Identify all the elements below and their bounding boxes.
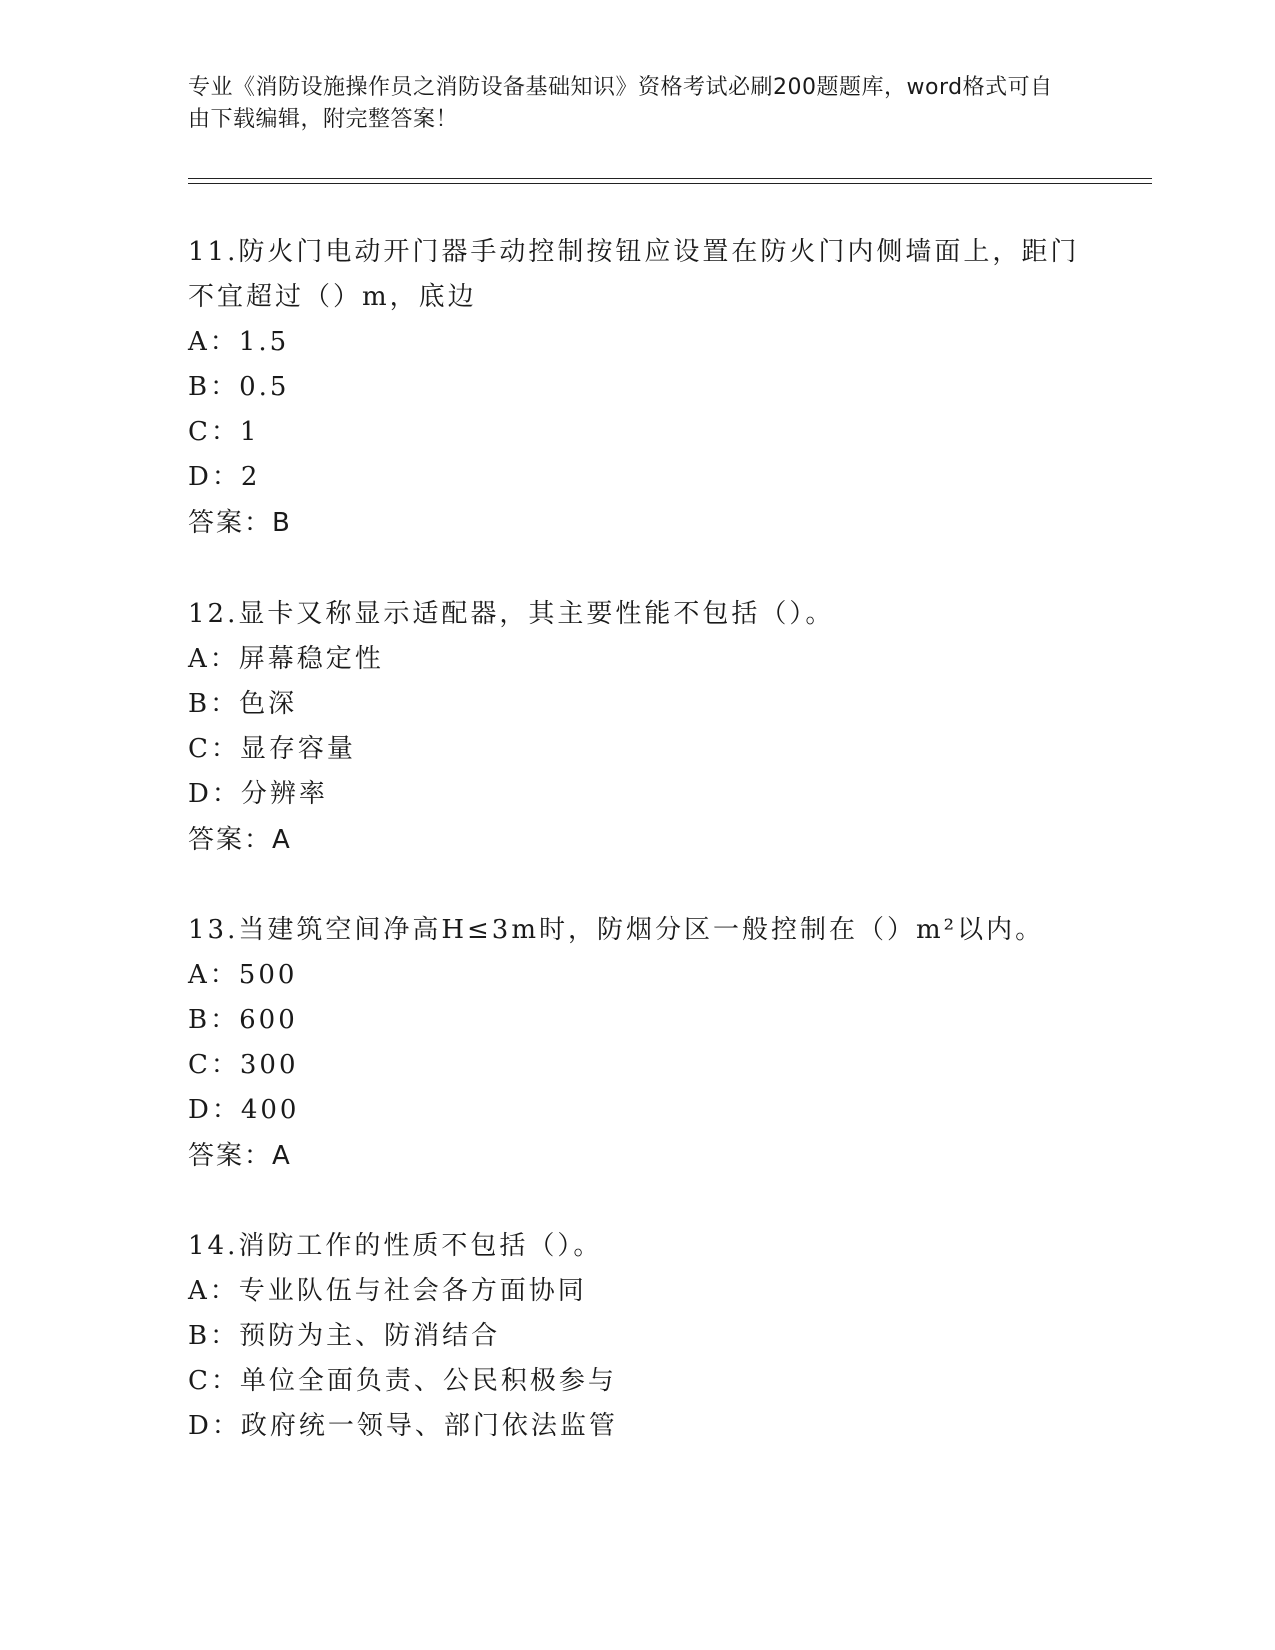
question-12	[188, 592, 1088, 863]
question-13	[188, 908, 1088, 1179]
option-a: A：专业队伍与社会各方面协同	[188, 1276, 587, 1306]
option-b: B：600	[188, 1005, 298, 1035]
question-stem: 11.防火门电动开门器手动控制按钮应设置在防火门内侧墙面上，距门不宜超过（）m，底边	[188, 237, 1080, 312]
option-a: A：500	[188, 960, 298, 990]
header-rule-top	[188, 178, 1152, 179]
option-c: C：显存容量	[188, 734, 356, 764]
option-c: C：1	[188, 417, 260, 447]
document-header: 专业《消防设施操作员之消防设备基础知识》资格考试必刷200题题库，word格式可自由下载编辑，附完整答案！	[188, 75, 1053, 132]
option-b: B：0.5	[188, 372, 290, 402]
option-c: C：单位全面负责、公民积极参与	[188, 1366, 617, 1396]
header-rule-bottom	[188, 183, 1152, 184]
answer-label: 答案：A	[188, 825, 292, 855]
answer-label: 答案：B	[188, 508, 292, 538]
option-d: D：分辨率	[188, 779, 328, 809]
question-11	[188, 230, 1088, 546]
question-stem: 14.消防工作的性质不包括（）。	[188, 1231, 603, 1261]
option-d: D：2	[188, 462, 261, 492]
answer-label: 答案：A	[188, 1141, 292, 1171]
question-stem: 12.显卡又称显示适配器，其主要性能不包括（）。	[188, 599, 835, 629]
option-a: A：屏幕稳定性	[188, 644, 384, 674]
question-14	[188, 1224, 1088, 1449]
option-c: C：300	[188, 1050, 299, 1080]
option-d: D：政府统一领导、部门依法监管	[188, 1411, 618, 1441]
option-d: D：400	[188, 1095, 300, 1125]
option-b: B：色深	[188, 689, 298, 719]
option-b: B：预防为主、防消结合	[188, 1321, 501, 1351]
question-stem: 13.当建筑空间净高H≤3m时，防烟分区一般控制在（）m²以内。	[188, 915, 1045, 945]
option-a: A：1.5	[188, 327, 290, 357]
